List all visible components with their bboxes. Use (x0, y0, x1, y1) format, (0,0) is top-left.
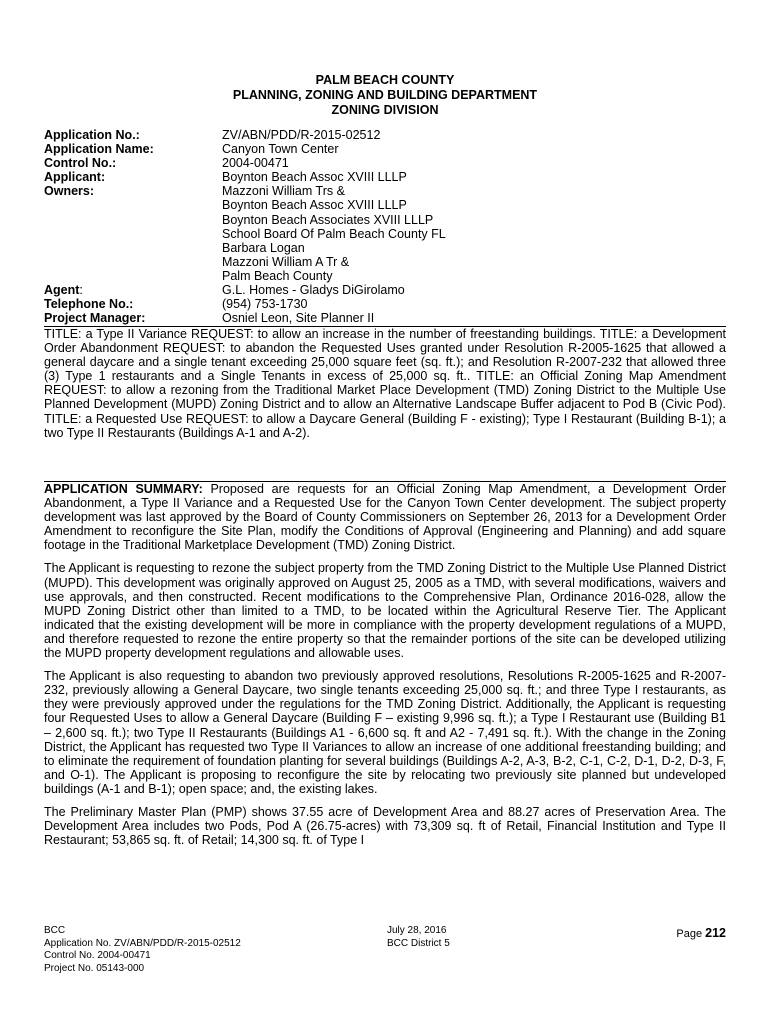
agent-value: G.L. Homes - Gladys DiGirolamo (222, 283, 405, 298)
footer-control-no: Control No. 2004-00471 (44, 950, 151, 961)
summary-text: Proposed are requests for an Official Zoning Map Amendment, a Development Order Abandonment, a Type II Variance and a Requested Use for the Canyon Town Center development. The subject property development was last approved by the Board of County Commissioners on September 26, 2013 for a Development Order Amendment to reconfigure the Site Plan, modify the Conditions of Approval (Engineering and Planning) and add square footage in the Traditional Marketplace Development (TMD) Zoning District. (44, 482, 726, 553)
agent-label-text: Agent (44, 283, 80, 298)
header-division: ZONING DIVISION (331, 103, 439, 117)
owners-list (222, 184, 726, 283)
owner-item: Barbara Logan (222, 240, 305, 255)
application-name-label: Application Name: (44, 142, 154, 157)
header-department: PLANNING, ZONING AND BUILDING DEPARTMENT (232, 88, 538, 102)
application-no-label: Application No.: (44, 128, 140, 142)
owner-item: School Board Of Palm Beach County FL (222, 226, 446, 241)
agent-label-colon: : (79, 283, 83, 298)
control-no-label: Control No.: (44, 156, 117, 171)
field-owners (44, 184, 726, 283)
field-agent (44, 283, 726, 297)
field-project-manager (44, 311, 726, 325)
applicant-label: Applicant: (44, 170, 106, 185)
project-manager-label: Project Manager: (44, 311, 146, 326)
footer-district: BCC District 5 (387, 937, 450, 949)
application-name-value: Canyon Town Center (222, 142, 339, 157)
application-summary (44, 481, 726, 856)
owner-item: Mazzoni William Trs & (222, 184, 345, 199)
owner-item: Palm Beach County (222, 268, 333, 283)
owners-label: Owners: (44, 184, 95, 199)
application-fields (44, 128, 726, 325)
footer-bcc: BCC (44, 925, 66, 936)
owner-item: Boynton Beach Associates XVIII LLLP (222, 212, 434, 227)
summary-paragraph (44, 482, 726, 552)
footer-middle (387, 925, 450, 950)
telephone-label: Telephone No.: (44, 297, 134, 312)
telephone-value: (954) 753-1730 (222, 297, 308, 312)
field-telephone (44, 297, 726, 311)
footer-project-no: Project No. 05143-000 (44, 962, 145, 974)
applicant-value: Boynton Beach Assoc XVIII LLLP (222, 170, 407, 185)
control-no-value: 2004-00471 (222, 156, 289, 171)
footer-page-number (676, 927, 726, 941)
summary-paragraph: The Applicant is also requesting to abandon two previously approved resolutions, Resolutions R-2005-1625 and R-2007-232, previously allowing a General Daycare, two single tenants exceeding 25,000 sq. ft.; and three Type I restaurants, as they were previously approved under the regulations for the TMD Zoning District. Additionally, the Applicant is requesting four Requested Uses to allow a General Daycare (Building F – existing 9,996 sq. ft.); a Type I Restaurant use (Building B1 – 2,600 sq. ft.); two Type II Restaurants (Buildings A1 - 6,600 sq. ft and A2 - 7,491 sq. ft.). With the change in the Zoning District, the Applicant has requested two Type II Variances to allow an increase of one additional freestanding building; and to eliminate the requirement of foundation planting for several buildings (Buildings A-2, A-3, B-2, C-1, C-2, D-1, D-2, D-3, F, and O-1). The Applicant is proposing to reconfigure the site by relocating two previously site planned but undeveloped buildings (A-1 and B-1); open space; and, the existing lakes. (44, 669, 726, 796)
document-header (44, 73, 726, 118)
request-titles: TITLE: a Type II Variance REQUEST: to allow an increase in the number of freestanding buildings. TITLE: a Development Order Abandonment REQUEST: to abandon the Requested Uses granted under Resolution R-2005-1625 that allowed a general daycare and a single tenant exceeding 25,000 square feet (sq. ft.); and Resolution R-2007-232 that allowed three (3) Type 1 restaurants and a Single Tenants in excess of 25,000 sq. ft.. TITLE: an Official Zoning Map Amendment REQUEST: to allow a rezoning from the Traditional Market Place Development (TMD) Zoning District to the Multiple Use Planned Development (MUPD) Zoning District and to allow an Alternative Landscape Buffer adjacent to Pod B (Civic Pod). TITLE: a Requested Use REQUEST: to allow a Daycare General (Building F - existing); Type I Restaurant (Building B-1); a two Type II Restaurants (Buildings A-1 and A-2). (44, 327, 726, 440)
field-application-name (44, 142, 726, 156)
application-no-value: ZV/ABN/PDD/R-2015-02512 (222, 128, 381, 142)
field-applicant (44, 170, 726, 184)
owner-item: Boynton Beach Assoc XVIII LLLP (222, 198, 407, 213)
footer-left (44, 925, 241, 975)
footer-application-no: Application No. ZV/ABN/PDD/R-2015-02512 (44, 937, 241, 949)
header-county: PALM BEACH COUNTY (315, 73, 455, 87)
summary-paragraph: The Applicant is requesting to rezone the subject property from the TMD Zoning District to the Multiple Use Planned District (MUPD). This development was originally approved on August 25, 2005 as a TMD, with several modifications, waivers and use approvals, and then constructed. Recent modifications to the Comprehensive Plan, Ordinance 2016-028, allow the MUPD Zoning District other than limited to a TMD, to be located within the Agricultural Reserve Tier. The Applicant indicated that the existing development will be more in compliance with the property development regulations of a MUPD, and therefore requested to rezone the entire property so that the remainder portions of the site can be developed utilizing the MUPD property development regulations and allowable uses. (44, 561, 726, 661)
page-label: Page (676, 928, 703, 940)
footer-date: July 28, 2016 (387, 925, 447, 936)
field-control-no (44, 156, 726, 170)
page-number: 212 (705, 926, 726, 940)
project-manager-value: Osniel Leon, Site Planner II (222, 311, 375, 326)
owner-item: Mazzoni William A Tr & (222, 254, 350, 269)
agent-label (44, 283, 222, 297)
summary-lead: APPLICATION SUMMARY: (44, 482, 203, 496)
field-application-no (44, 128, 726, 142)
summary-paragraph: The Preliminary Master Plan (PMP) shows 37.55 acre of Development Area and 88.27 acres of Preservation Area. The Development Area includes two Pods, Pod A (26.75-acres) with 73,309 sq. ft of Retail, Financial Institution and Type II Restaurant; 53,865 sq. ft. of Retail; 14,300 sq. ft. of Type I (44, 804, 726, 848)
